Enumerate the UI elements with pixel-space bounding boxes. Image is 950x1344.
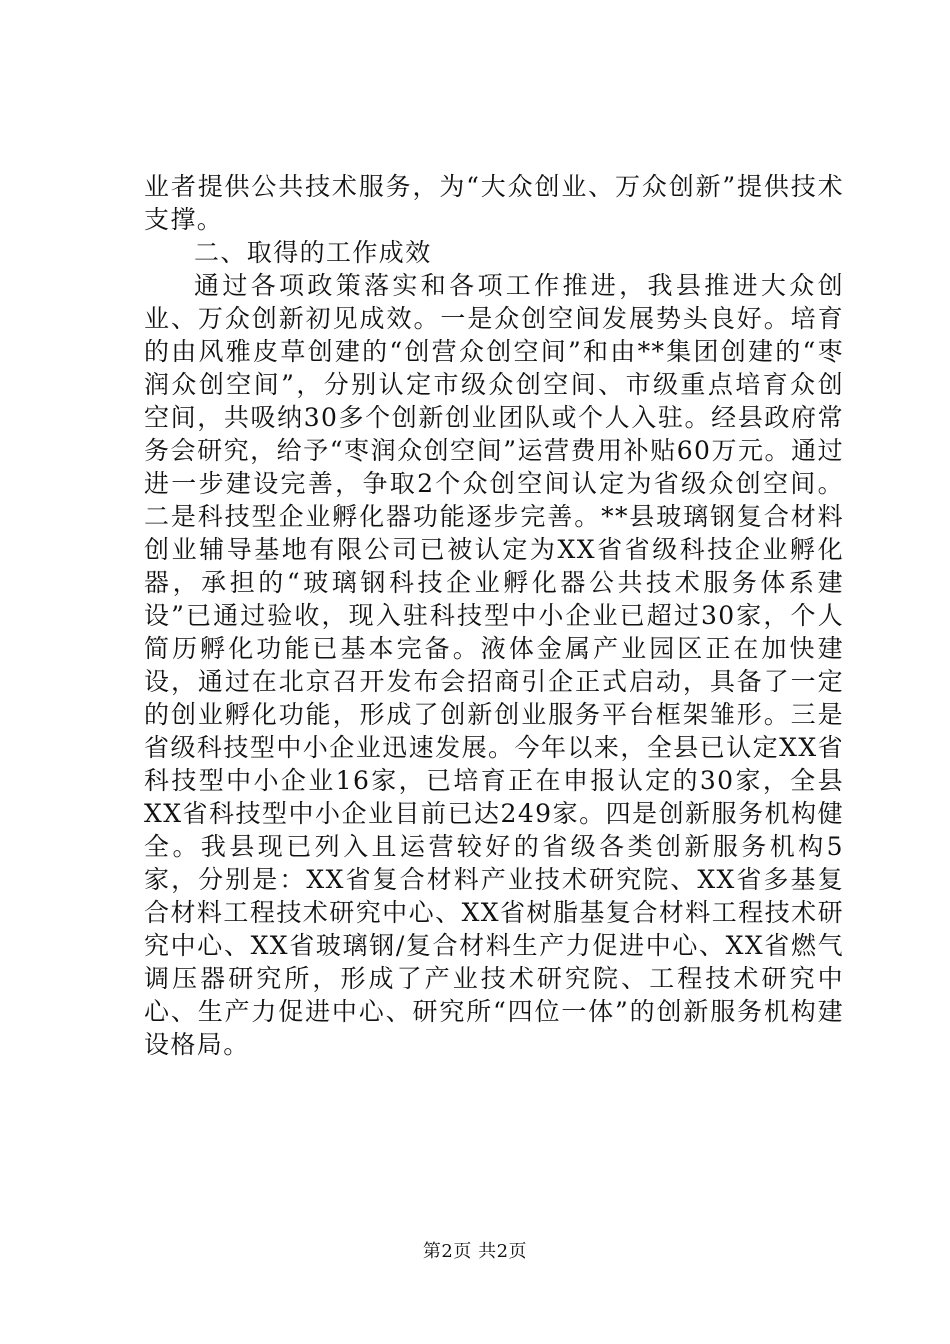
document-body	[144, 170, 844, 1061]
continuation-paragraph: 业者提供公共技术服务，为“大众创业、万众创新”提供技术支撑。	[144, 172, 844, 234]
section-heading: 二、取得的工作成效	[194, 238, 432, 267]
achievements-paragraph: 通过各项政策落实和各项工作推进，我县推进大众创业、万众创新初见成效。一是众创空间发展势头良好。培育的由风雅皮草创建的“创营众创空间”和由**集团创建的“枣润众创空间”，分别认定市级众创空间、市级重点培育众创空间，共吸纳30多个创新创业团队或个人入驻。经县政府常务会研究，给予“枣润众创空间”运营费用补贴60万元。通过进一步建设完善，争取2个众创空间认定为省级众创空间。二是科技型企业孵化器功能逐步完善。**县玻璃钢复合材料创业辅导基地有限公司已被认定为XX省省级科技企业孵化器，承担的“玻璃钢科技企业孵化器公共技术服务体系建设”已通过验收，现入驻科技型中小企业已超过30家，个人简历孵化功能已基本完备。液体金属产业园区正在加快建设，通过在北京召开发布会招商引企正式启动，具备了一定的创业孵化功能，形成了创新创业服务平台框架雏形。三是省级科技型中小企业迅速发展。今年以来，全县已认定XX省科技型中小企业16家，已培育正在申报认定的30家，全县XX省科技型中小企业目前已达249家。四是创新服务机构健全。我县现已列入且运营较好的省级各类创新服务机构5家，分别是：XX省复合材料产业技术研究院、XX省多基复合材料工程技术研究中心、XX省树脂基复合材料工程技术研究中心、XX省玻璃钢/复合材料生产力促进中心、XX省燃气调压器研究所，形成了产业技术研究院、工程技术研究中心、生产力促进中心、研究所“四位一体”的创新服务机构建设格局。	[144, 271, 844, 1059]
page-footer: 第2页 共2页	[422, 1241, 528, 1262]
